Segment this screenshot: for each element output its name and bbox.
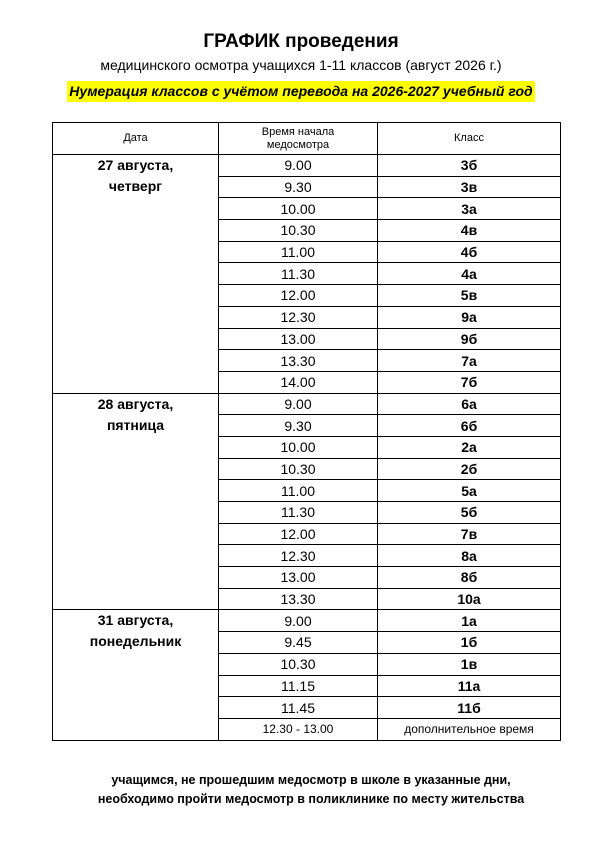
time-cell: 9.00 xyxy=(219,610,378,632)
class-cell: 3б xyxy=(378,155,561,177)
class-cell: 11а xyxy=(378,675,561,697)
class-cell: 7а xyxy=(378,350,561,372)
time-cell: 11.45 xyxy=(219,697,378,719)
class-cell: дополнительное время xyxy=(378,718,561,740)
time-cell: 10.30 xyxy=(219,220,378,242)
time-cell: 10.00 xyxy=(219,198,378,220)
time-cell: 11.15 xyxy=(219,675,378,697)
schedule-body xyxy=(53,155,561,741)
class-cell: 9а xyxy=(378,306,561,328)
class-cell: 1а xyxy=(378,610,561,632)
highlight-note-wrap xyxy=(0,81,602,102)
time-cell: 12.30 xyxy=(219,545,378,567)
time-cell: 10.30 xyxy=(219,653,378,675)
header-time xyxy=(219,123,378,155)
date-line1: 28 августа, xyxy=(97,395,174,412)
table-row xyxy=(53,393,561,415)
class-cell: 8б xyxy=(378,567,561,589)
class-cell: 4в xyxy=(378,220,561,242)
class-cell: 3а xyxy=(378,198,561,220)
header-date: Дата xyxy=(53,123,219,155)
date-line2: четверг xyxy=(108,178,163,194)
class-cell: 5б xyxy=(378,502,561,524)
date-line2: понедельник xyxy=(89,633,182,650)
class-cell: 5в xyxy=(378,285,561,307)
page-title: ГРАФИК проведения xyxy=(203,31,399,52)
time-cell: 13.00 xyxy=(219,567,378,589)
time-cell: 11.30 xyxy=(219,263,378,285)
time-cell: 11.00 xyxy=(219,241,378,263)
time-cell: 9.30 xyxy=(219,176,378,198)
class-cell: 1в xyxy=(378,653,561,675)
time-cell: 12.30 - 13.00 xyxy=(219,718,378,740)
schedule-table xyxy=(52,122,561,741)
date-line1: 31 августа, xyxy=(97,612,174,629)
date-line2: пятница xyxy=(106,416,165,433)
class-cell: 11б xyxy=(378,697,561,719)
class-cell: 1б xyxy=(378,632,561,654)
footer-note xyxy=(0,771,602,809)
page-subtitle: медицинского осмотра учащихся 1-11 классов (август 2026 г.) xyxy=(100,57,502,73)
header-time-line1: Время начала xyxy=(261,125,335,138)
table-row xyxy=(53,155,561,177)
time-cell: 10.30 xyxy=(219,458,378,480)
class-cell: 2б xyxy=(378,458,561,480)
class-cell: 4а xyxy=(378,263,561,285)
header-class: Класс xyxy=(378,123,561,155)
date-cell xyxy=(53,610,219,740)
class-cell: 5а xyxy=(378,480,561,502)
time-cell: 9.00 xyxy=(219,155,378,177)
class-cell: 8а xyxy=(378,545,561,567)
class-cell: 6а xyxy=(378,393,561,415)
time-cell: 11.30 xyxy=(219,502,378,524)
class-cell: 4б xyxy=(378,241,561,263)
highlight-note: Нумерация классов с учётом перевода на 2026-2027 учебный год xyxy=(67,81,534,102)
class-cell: 3в xyxy=(378,176,561,198)
table-row xyxy=(53,610,561,632)
time-cell: 12.00 xyxy=(219,285,378,307)
time-cell: 14.00 xyxy=(219,371,378,393)
date-cell xyxy=(53,155,219,394)
time-cell: 12.00 xyxy=(219,523,378,545)
time-cell: 9.45 xyxy=(219,632,378,654)
date-line1: 27 августа, xyxy=(97,157,174,173)
time-cell: 13.00 xyxy=(219,328,378,350)
time-cell: 10.00 xyxy=(219,436,378,458)
class-cell: 10а xyxy=(378,588,561,610)
class-cell: 7в xyxy=(378,523,561,545)
time-cell: 13.30 xyxy=(219,588,378,610)
footer-line2: необходимо пройти медосмотр в поликлинике по месту жительства xyxy=(97,792,525,806)
class-cell: 2а xyxy=(378,436,561,458)
date-cell xyxy=(53,393,219,610)
class-cell: 9б xyxy=(378,328,561,350)
time-cell: 11.00 xyxy=(219,480,378,502)
class-cell: 7б xyxy=(378,371,561,393)
table-header-row xyxy=(53,123,561,155)
time-cell: 12.30 xyxy=(219,306,378,328)
footer-line1: учащимся, не прошедшим медосмотр в школе в указанные дни, xyxy=(111,773,511,787)
time-cell: 9.00 xyxy=(219,393,378,415)
class-cell: 6б xyxy=(378,415,561,437)
header-time-line2: медосмотра xyxy=(266,138,330,151)
time-cell: 13.30 xyxy=(219,350,378,372)
time-cell: 9.30 xyxy=(219,415,378,437)
